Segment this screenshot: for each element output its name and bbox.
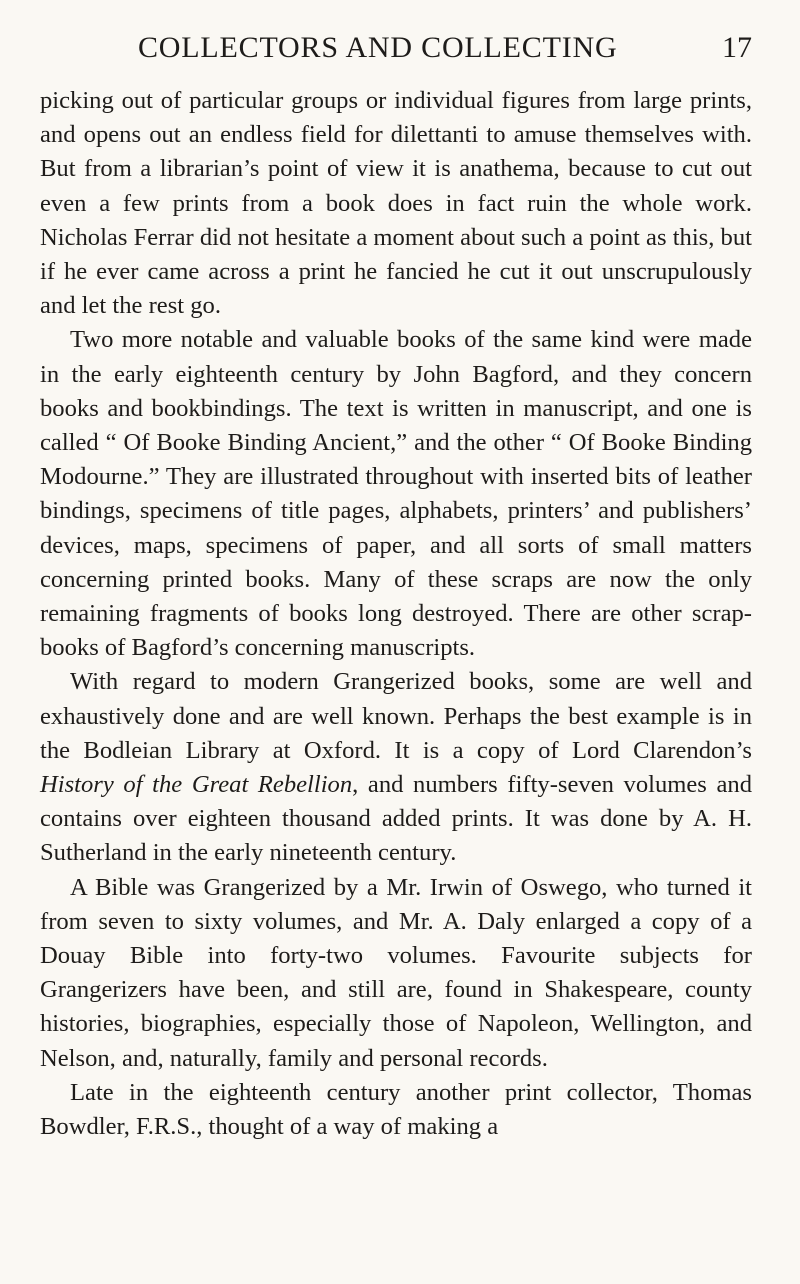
book-page bbox=[40, 28, 752, 1144]
paragraph-text: , and numbers fifty-seven volumes and contains over eighteen thousand added prints. It was done by A. H. Sutherland in the early nineteenth century. bbox=[40, 771, 752, 867]
running-title: COLLECTORS AND COLLECTING bbox=[138, 31, 618, 64]
running-head bbox=[40, 28, 752, 72]
paragraph-continued: picking out of particular groups or individual figures from large prints, and opens out an endless field for dilettanti to amuse themselves with. But from a librarian’s point of view it is anathema, because to cut out even a few prints from a book does in fact ruin the whole work. Nicholas Ferrar did not hesitate a moment about such a point as this, but if he ever came across a print he fancied he cut it out unscrupulously and let the rest go. bbox=[40, 87, 752, 320]
paragraph-bowdler: Late in the eighteenth century another print collector, Thomas Bowdler, F.R.S., thought of a way of making a bbox=[40, 1078, 752, 1141]
paragraph-bagford: Two more notable and valuable books of the same kind were made in the early eighteenth century by John Bagford, and they concern books and bookbindings. The text is written in manuscript, and one is called “ Of Booke Binding Ancient,” and the other “ Of Booke Binding Modourne.” They are illustrated throughout with inserted bits of leather bindings, specimens of title pages, alphabets, printers’ and publishers’ devices, maps, specimens of paper, and all sorts of small matters concerning printed books. Many of these scraps are now the only remaining fragments of books long destroyed. There are other scrap-books of Bagford’s concerning manuscripts. bbox=[40, 326, 752, 662]
book-title-italic: History of the Great Rebellion bbox=[40, 771, 353, 799]
paragraph-bible: A Bible was Grangerized by a Mr. Irwin of Oswego, who turned it from seven to sixty volumes, and Mr. A. Daly enlarged a copy of a Douay Bible into forty-two volumes. Favourite subjects for Grangerizers have been, and still are, found in Shakespeare, county histories, biographies, especially those of Napoleon, Wellington, and Nelson, and, naturally, family and personal records. bbox=[40, 873, 752, 1072]
paragraph-grangerized-books bbox=[40, 665, 752, 870]
body-text bbox=[40, 84, 752, 1144]
paragraph-text: With regard to modern Grangerized books, some are well and exhaustively done and are well known. Perhaps the best example is in the Bodleian Library at Oxford. It is a copy of Lord Clarendon’s bbox=[40, 668, 752, 764]
page-number: 17 bbox=[722, 31, 752, 64]
